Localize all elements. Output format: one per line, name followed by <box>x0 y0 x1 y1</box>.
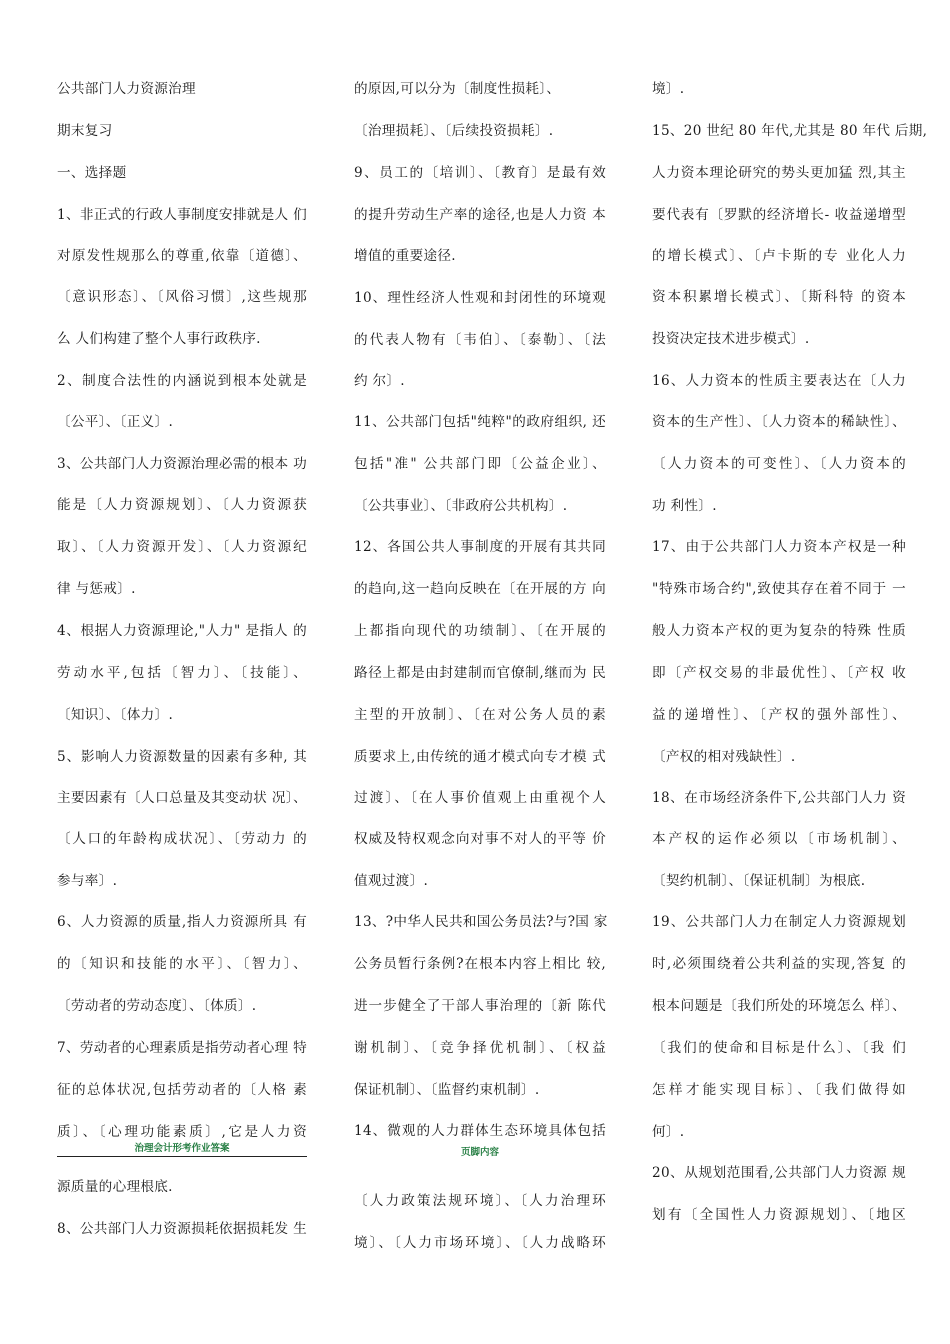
text-line: 上都指向现代的功绩制〕、〔在开展的 <box>354 623 606 639</box>
text-line: 功 利性〕. <box>652 498 717 514</box>
text-line: 的代表人物有〔韦伯〕、〔泰勒〕、〔法 <box>354 332 606 348</box>
text-line: 公务员暂行条例?在根本内容上相比 较, <box>354 956 606 972</box>
text-line: 〔人口的年龄构成状况〕、〔劳动力 的 <box>57 831 307 847</box>
text-line: 约 尔〕. <box>354 373 405 389</box>
text-line: 6、人力资源的质量,指人力资源所具 有 <box>57 914 307 930</box>
text-line: 保证机制〕、〔监督约束机制〕. <box>354 1082 540 1098</box>
text-line: 的提升劳动生产率的途径,也是人力资 本 <box>354 207 606 223</box>
text-line: 5、影响人力资源数量的因素有多种, 其 <box>57 749 307 765</box>
text-line: 〔人力资本的可变性〕、〔人力资本的 <box>652 456 906 472</box>
text-line: 14、微观的人力群体生态环境具体包括 <box>354 1123 606 1139</box>
text-line: 权威及特权观念向对事不对人的平等 价 <box>354 831 606 847</box>
text-line: 8、公共部门人力资源损耗依据损耗发 生 <box>57 1221 307 1237</box>
text-line: 7、劳动者的心理素质是指劳动者心理 特 <box>57 1040 307 1056</box>
text-line: 〔意识形态〕、〔风俗习惯〕,这些规那 <box>57 289 307 305</box>
text-line: 4、根据人力资源理论,"人力" 是指人 的 <box>57 623 307 639</box>
text-line: 的增长模式〕、〔卢卡斯的专 业化人力 <box>652 248 906 264</box>
text-line: 15、20 世纪 80 年代,尤其是 80 年代 后期, <box>652 123 928 139</box>
text-line: 益的递增性〕、〔产权的强外部性〕、 <box>652 707 906 723</box>
text-line: 源质量的心理根底. <box>57 1179 173 1195</box>
text-line: 对原发性规那么的尊重,依靠〔道德〕、 <box>57 248 307 264</box>
text-line: 3、公共部门人力资源治理必需的根本 功 <box>57 456 307 472</box>
text-line: 16、人力资本的性质主要表达在〔人力 <box>652 373 906 389</box>
text-line: 何〕. <box>652 1124 685 1140</box>
text-line: 的趋向,这一趋向反映在〔在开展的方 向 <box>354 581 606 597</box>
footer-left-label: 治理会计形考作业答案 <box>57 1142 307 1157</box>
text-line: 谢机制〕、〔竞争择优机制〕、〔权益 <box>354 1040 606 1056</box>
text-line: 质要求上,由传统的通才模式向专才模 式 <box>354 749 606 765</box>
text-line: 人力资本理论研究的势头更加猛 烈,其主 <box>652 165 906 181</box>
text-line: "特殊市场合约",致使其存在着不同于 一 <box>652 581 906 597</box>
text-line: 么 人们构建了整个人事行政秩序. <box>57 331 261 347</box>
text-line: 主要因素有〔人口总量及其变动状 况〕、 <box>57 790 307 806</box>
text-line: 20、从规划范围看,公共部门人力资源 规 <box>652 1165 906 1181</box>
text-line: 质〕、〔心理功能素质〕,它是人力资 <box>57 1124 307 1140</box>
text-line: 公共部门人力资源治理 <box>57 81 196 97</box>
text-line: 参与率〕. <box>57 873 118 889</box>
text-line: 〔治理损耗〕、〔后续投资损耗〕. <box>354 123 554 139</box>
text-line: 要代表有〔罗默的经济增长- 收益递增型 <box>652 207 906 223</box>
text-line: 〔我们的使命和目标是什么〕、〔我 们 <box>652 1040 906 1056</box>
text-line: 征的总体状况,包括劳动者的〔人格 素 <box>57 1082 307 1098</box>
footer-center-label: 页脚内容 <box>460 1147 499 1158</box>
text-line: 劳动水平,包括〔智力〕、〔技能〕、 <box>57 665 307 681</box>
text-line: 过渡〕、〔在人事价值观上由重视个人 <box>354 790 606 806</box>
text-line: 〔人力政策法规环境〕、〔人力治理环 <box>354 1193 606 1209</box>
text-line: 一、选择题 <box>57 165 127 181</box>
text-line: 19、公共部门人力在制定人力资源规划 <box>652 914 906 930</box>
text-line: 值观过渡〕. <box>354 873 429 889</box>
text-line: 能是〔人力资源规划〕、〔人力资源获 <box>57 497 307 513</box>
text-line: 11、公共部门包括"纯粹"的政府组织, 还 <box>354 414 606 430</box>
text-line: 境〕、〔人力市场环境〕、〔人力战略环 <box>354 1235 606 1251</box>
text-line: 境〕. <box>652 81 685 97</box>
text-line: 即〔产权交易的非最优性〕、〔产权 收 <box>652 665 906 681</box>
text-line: 本产权的运作必须以〔市场机制〕、 <box>652 831 906 847</box>
text-line: 12、各国公共人事制度的开展有其共同 <box>354 539 606 555</box>
text-line: 2、制度合法性的内涵说到根本处就是 <box>57 373 307 389</box>
text-line: 进一步健全了干部人事治理的〔新 陈代 <box>354 998 606 1014</box>
text-line: 10、理性经济人性观和封闭性的环境观 <box>354 290 606 306</box>
text-line: 资本的生产性〕、〔人力资本的稀缺性〕、 <box>652 414 906 430</box>
text-line: 18、在市场经济条件下,公共部门人力 资 <box>652 790 906 806</box>
text-line: 包括"准" 公共部门即〔公益企业〕、 <box>354 456 606 472</box>
text-line: 主型的开放制〕、〔在对公务人员的素 <box>354 707 606 723</box>
text-line: 的原因,可以分为〔制度性损耗〕、 <box>354 81 561 97</box>
text-line: 期末复习 <box>57 123 113 139</box>
text-line: 13、?中华人民共和国公务员法?与?国 家 <box>354 914 608 930</box>
text-line: 划有〔全国性人力资源规划〕、〔地区 <box>652 1207 906 1223</box>
text-line: 路径上都是由封建制而官僚制,继而为 民 <box>354 665 606 681</box>
text-line: 〔契约机制〕、〔保证机制〕为根底. <box>652 873 866 889</box>
text-line: 投资决定技术进步模式〕. <box>652 331 810 347</box>
text-line: 1、非正式的行政人事制度安排就是人 们 <box>57 207 307 223</box>
text-line: 的〔知识和技能的水平〕、〔智力〕、 <box>57 956 307 972</box>
text-line: 资本积累增长模式〕、〔斯科特 的资本 <box>652 289 906 305</box>
text-line: 〔知识〕、〔体力〕. <box>57 707 174 723</box>
text-line: 〔产权的相对残缺性〕. <box>652 749 796 765</box>
text-line: 般人力资本产权的更为复杂的特殊 性质 <box>652 623 906 639</box>
text-line: 取〕、〔人力资源开发〕、〔人力资源纪 <box>57 539 307 555</box>
text-line: 9、员工的〔培训〕、〔教育〕是最有效 <box>354 165 606 181</box>
text-line: 怎样才能实现目标〕、〔我们做得如 <box>652 1082 906 1098</box>
text-line: 〔公平〕、〔正义〕. <box>57 414 174 430</box>
text-line: 〔劳动者的劳动态度〕、〔体质〕. <box>57 998 257 1014</box>
text-line: 根本问题是〔我们所处的环境怎么 样〕、 <box>652 998 906 1014</box>
text-line: 时,必须围绕着公共利益的实现,答复 的 <box>652 956 906 972</box>
text-line: 〔公共事业〕、〔非政府公共机构〕. <box>354 498 568 514</box>
text-line: 17、由于公共部门人力资本产权是一种 <box>652 539 906 555</box>
text-line: 增值的重要途径. <box>354 248 456 264</box>
text-line: 律 与惩戒〕. <box>57 581 136 597</box>
